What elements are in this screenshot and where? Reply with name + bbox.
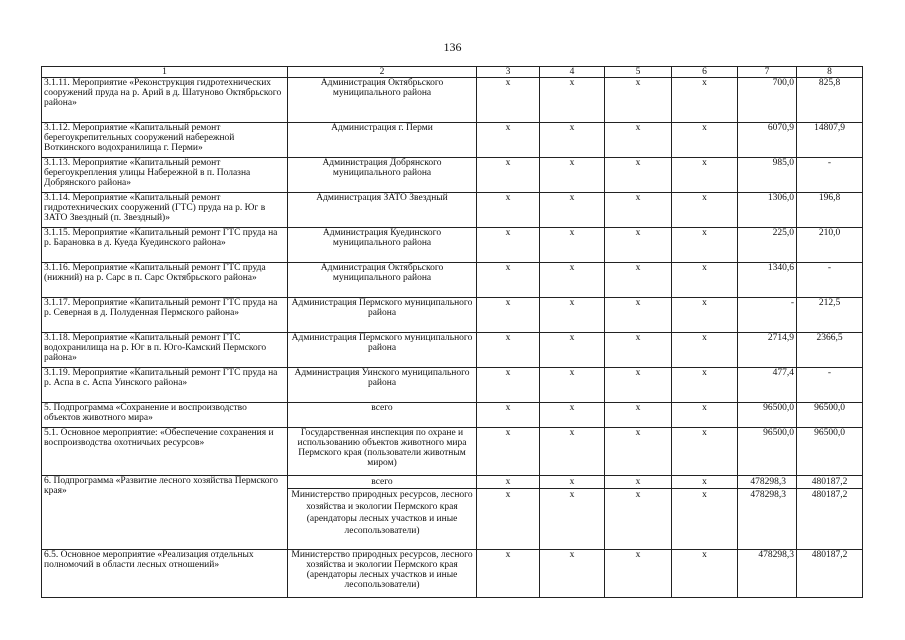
table-cell: х (605, 333, 672, 368)
table-cell: 210,0 (797, 228, 863, 263)
table-cell: Администрация Уинского муниципального района (288, 368, 477, 403)
sub-cell: х (505, 490, 511, 500)
table-cell: 3.1.18. Мероприятие «Капитальный ремонт ГТС водохранилища на р. Юг в п. Юго-Камский Пермского района» (42, 333, 288, 368)
table-row (42, 428, 863, 476)
table-cell: 3.1.13. Мероприятие «Капитальный ремонт берегоукрепления улицы Набережной в п. Полазна Добрянского района» (42, 158, 288, 193)
table-cell: 3.1.14. Мероприятие «Капитальный ремонт гидротехнических сооружений (ГТС) пруда на р. Юг в ЗАТО Звездный (п. Звездный)» (42, 193, 288, 228)
header-cell: 7 (738, 67, 797, 78)
table-cell: х (477, 78, 540, 123)
table-cell: 2366,5 (797, 333, 863, 368)
table-cell: х (605, 298, 672, 333)
table-cell: х (605, 158, 672, 193)
table-cell: х (672, 228, 738, 263)
table-cell: Министерство природных ресурсов, лесного хозяйства и экологии Пермского края (арендаторы лесных участков и иные лесопользователи) (288, 550, 477, 598)
table-cell: х (605, 78, 672, 123)
table-cell: х (540, 78, 605, 123)
table-cell: х (540, 298, 605, 333)
sub-cell: х (702, 490, 707, 500)
table-cell: 3.1.12. Мероприятие «Капитальный ремонт берегоукрепительных сооружений набережной Воткинского водохранилища г. Перми» (42, 123, 288, 158)
table-cell: 5. Подпрограмма «Сохранение и воспроизводство объектов животного мира» (42, 403, 288, 428)
table-cell: 1306,0 (738, 193, 797, 228)
table-cell (605, 476, 672, 550)
sub-cell: Министерство природных ресурсов, лесного хозяйства и экологии Пермского края (арендаторы лесных участков и иные лесопользователи) (291, 490, 473, 536)
table-cell: - (797, 368, 863, 403)
table-cell: Администрация Октябрьского муниципального района (288, 78, 477, 123)
table-cell (477, 476, 540, 550)
table-cell: х (540, 428, 605, 476)
page-number: 136 (443, 40, 462, 54)
header-cell: 2 (288, 67, 477, 78)
table-cell: х (477, 403, 540, 428)
table-cell (797, 476, 863, 550)
table-cell: 6070,9 (738, 123, 797, 158)
table-cell: 212,5 (797, 298, 863, 333)
table-row (42, 78, 863, 123)
table-cell: - (797, 158, 863, 193)
table-row (42, 193, 863, 228)
table-cell: Администрация Пермского муниципального района (288, 298, 477, 333)
table-cell (738, 476, 797, 550)
table-row (42, 263, 863, 298)
header-cell: 3 (477, 67, 540, 78)
table-cell: - (797, 263, 863, 298)
table-cell: 700,0 (738, 78, 797, 123)
table-cell: х (477, 368, 540, 403)
table-cell: х (605, 263, 672, 298)
table-cell: х (477, 123, 540, 158)
table-cell: х (672, 193, 738, 228)
table-cell: х (477, 193, 540, 228)
table-cell: х (672, 333, 738, 368)
header-cell: 1 (42, 67, 288, 78)
table-cell: 96500,0 (738, 403, 797, 428)
table-cell: 196,8 (797, 193, 863, 228)
table-cell: Администрация Пермского муниципального района (288, 333, 477, 368)
table-cell: 3.1.15. Мероприятие «Капитальный ремонт ГТС пруда на р. Барановка в д. Куеда Куединского района» (42, 228, 288, 263)
table-cell: 6.5. Основное мероприятие «Реализация отдельных полномочий в области лесных отношений» (42, 550, 288, 598)
table-cell: х (540, 193, 605, 228)
table-cell: 96500,0 (738, 428, 797, 476)
table-cell: х (540, 228, 605, 263)
table-cell: 96500,0 (797, 428, 863, 476)
table-cell: х (605, 428, 672, 476)
table-cell: 3.1.17. Мероприятие «Капитальный ремонт ГТС пруда на р. Северная в д. Полуденная Пермского района» (42, 298, 288, 333)
table-cell: х (477, 298, 540, 333)
table-cell: х (672, 403, 738, 428)
table-cell: 2714,9 (738, 333, 797, 368)
table-cell: 1340,6 (738, 263, 797, 298)
table-cell (672, 476, 738, 550)
header-cell: 6 (672, 67, 738, 78)
table-cell: 5.1. Основное мероприятие: «Обеспечение сохранения и воспроизводства охотничьих ресурсов» (42, 428, 288, 476)
table-cell: х (605, 193, 672, 228)
table-row (42, 550, 863, 598)
table-cell: х (605, 228, 672, 263)
table-cell: Государственная инспекция по охране и использованию объектов животного мира Пермского края (пользователи животным миром) (288, 428, 477, 476)
table-cell: х (477, 550, 540, 598)
table-cell: х (540, 158, 605, 193)
table-cell: х (672, 263, 738, 298)
table-cell: х (605, 550, 672, 598)
table-cell (540, 476, 605, 550)
table-row (42, 228, 863, 263)
table-cell: х (477, 158, 540, 193)
table-cell: 3.1.19. Мероприятие «Капитальный ремонт ГТС пруда на р. Аспа в с. Аспа Уинского района» (42, 368, 288, 403)
table-cell: 14807,9 (797, 123, 863, 158)
table-cell: 825,8 (797, 78, 863, 123)
sub-cell: х (635, 490, 641, 500)
sub-cell: х (540, 476, 604, 489)
sub-cell: всего (288, 476, 476, 489)
table-cell: х (477, 333, 540, 368)
table-cell: 480187,2 (797, 550, 863, 598)
table-cell: х (540, 403, 605, 428)
table-cell: х (672, 158, 738, 193)
table-cell: Администрация ЗАТО Звездный (288, 193, 477, 228)
table-cell: 3.1.11. Мероприятие «Реконструкция гидротехнических сооружений пруда на р. Арий в д. Шатуново Октябрьского района» (42, 78, 288, 123)
sub-cell: х (477, 476, 539, 489)
table-cell: всего (288, 403, 477, 428)
table-row (42, 158, 863, 193)
table-cell: х (672, 123, 738, 158)
table-cell: Администрация Октябрьского муниципального района (288, 263, 477, 298)
sub-cell: х (605, 476, 671, 489)
sub-cell: 480187,2 (811, 490, 848, 500)
table-row (42, 368, 863, 403)
table-row (42, 476, 863, 550)
table-cell: х (540, 333, 605, 368)
table-cell: х (605, 368, 672, 403)
header-cell: 4 (540, 67, 605, 78)
table-row (42, 333, 863, 368)
table-row (42, 403, 863, 428)
table-cell: 477,4 (738, 368, 797, 403)
table-cell: х (477, 428, 540, 476)
table-cell (288, 476, 477, 550)
header-cell: 8 (797, 67, 863, 78)
table-cell: х (540, 550, 605, 598)
sub-cell: х (672, 476, 737, 489)
table-cell: 985,0 (738, 158, 797, 193)
table-cell: х (540, 368, 605, 403)
header-cell: 5 (605, 67, 672, 78)
table-cell: 225,0 (738, 228, 797, 263)
table-row (42, 123, 863, 158)
table-cell: 96500,0 (797, 403, 863, 428)
sub-cell: 478298,3 (750, 490, 786, 500)
budget-table (41, 66, 863, 598)
table-cell: х (672, 298, 738, 333)
table-cell: х (672, 78, 738, 123)
table-cell: Администрация г. Перми (288, 123, 477, 158)
sub-cell: х (569, 490, 575, 500)
table-cell: Администрация Добрянского муниципального района (288, 158, 477, 193)
table-cell: х (477, 263, 540, 298)
table-cell: х (672, 428, 738, 476)
table-cell: х (605, 123, 672, 158)
table-cell: х (672, 550, 738, 598)
sub-cell: 478298,3 (738, 476, 796, 489)
table-cell: 6. Подпрограмма «Развитие лесного хозяйства Пермского края» (42, 476, 288, 550)
table-row (42, 298, 863, 333)
table-cell: Администрация Куединского муниципального района (288, 228, 477, 263)
table-cell: 3.1.16. Мероприятие «Капитальный ремонт ГТС пруда (нижний) на р. Сарс в п. Сарс Октябрьского района» (42, 263, 288, 298)
table-cell: х (672, 368, 738, 403)
sub-cell: 480187,2 (797, 476, 862, 489)
table-cell: х (540, 263, 605, 298)
table-cell: 478298,3 (738, 550, 797, 598)
table-cell: х (605, 403, 672, 428)
header-row (42, 67, 863, 78)
table-cell: - (738, 298, 797, 333)
table-cell: х (477, 228, 540, 263)
table-cell: х (540, 123, 605, 158)
